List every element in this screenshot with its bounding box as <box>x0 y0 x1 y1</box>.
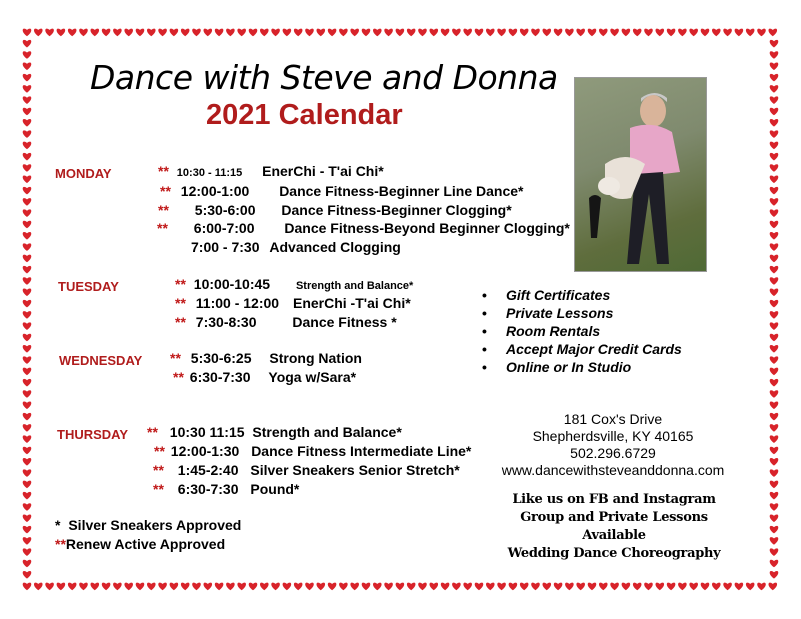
heart-icon <box>124 29 133 37</box>
heart-icon <box>23 334 32 342</box>
heart-icon <box>396 583 405 591</box>
heart-icon <box>23 583 32 591</box>
heart-icon <box>770 187 779 195</box>
heart-icon <box>723 29 732 37</box>
heart-icon <box>770 379 779 387</box>
website-link[interactable]: www.dancewithsteveanddonna.com <box>501 462 725 478</box>
heart-icon <box>339 583 348 591</box>
heart-icon <box>57 29 66 37</box>
heart-icon <box>770 40 779 48</box>
heart-icon <box>283 583 292 591</box>
heart-icon <box>317 583 326 591</box>
heart-icon <box>68 29 77 37</box>
schedule-line: ** 10:30 11:15 Strength and Balance* <box>147 424 402 440</box>
schedule-line: ** 7:30-8:30 Dance Fitness * <box>175 314 397 330</box>
promo-line: Group and Private Lessons <box>520 510 708 525</box>
heart-icon <box>770 311 779 319</box>
heart-icon <box>23 130 32 138</box>
heart-icon <box>757 583 766 591</box>
heart-icon <box>689 583 698 591</box>
heart-icon <box>204 29 213 37</box>
heart-icon <box>91 29 100 37</box>
heart-icon <box>328 29 337 37</box>
heart-icon <box>543 583 552 591</box>
heart-icon <box>678 583 687 591</box>
heart-icon <box>305 29 314 37</box>
heart-icon <box>770 108 779 116</box>
promo-block <box>480 491 748 563</box>
heart-icon <box>350 583 359 591</box>
heart-icon <box>599 583 608 591</box>
heart-icon <box>23 243 32 251</box>
heart-icon <box>633 583 642 591</box>
heart-icon <box>770 209 779 217</box>
heart-icon <box>770 63 779 71</box>
heart-icon <box>23 153 32 161</box>
heart-icon <box>294 583 303 591</box>
heart-icon <box>644 583 653 591</box>
heart-icon <box>565 583 574 591</box>
heart-icon <box>23 345 32 353</box>
heart-icon <box>770 232 779 240</box>
heart-icon <box>770 277 779 285</box>
footnote-silver-sneakers: * Silver Sneakers Approved <box>55 517 242 533</box>
heart-icon <box>23 571 32 579</box>
heart-icon <box>543 29 552 37</box>
heart-icon <box>34 583 43 591</box>
heart-icon <box>23 277 32 285</box>
heart-icon <box>170 29 179 37</box>
footnote-renew-active: **Renew Active Approved <box>55 536 226 552</box>
heart-icon <box>770 74 779 82</box>
heart-icon <box>475 583 484 591</box>
schedule-line: ** 6:00-7:00 Dance Fitness-Beyond Beginner Clogging* <box>157 220 570 236</box>
heart-icon <box>656 29 665 37</box>
heart-icon <box>746 583 755 591</box>
heart-icon <box>23 300 32 308</box>
heart-icon <box>396 29 405 37</box>
heart-icon <box>34 29 43 37</box>
heart-icon <box>91 583 100 591</box>
heart-icon <box>441 583 450 591</box>
heart-icon <box>475 29 484 37</box>
promo-line: Wedding Dance Choreography <box>507 546 721 561</box>
heart-icon <box>565 29 574 37</box>
bullet-icon: • <box>482 341 487 357</box>
heart-icon <box>237 583 246 591</box>
heart-icon <box>147 29 156 37</box>
heart-icon <box>215 583 224 591</box>
heart-icon <box>23 435 32 443</box>
bullet-icon: • <box>482 305 487 321</box>
heart-icon <box>23 289 32 297</box>
heart-icon <box>770 368 779 376</box>
heart-icon <box>588 29 597 37</box>
heart-icon <box>770 334 779 342</box>
heart-icon <box>554 583 563 591</box>
heart-icon <box>463 583 472 591</box>
heart-icon <box>667 583 676 591</box>
heart-icon <box>757 29 766 37</box>
heart-icon <box>23 322 32 330</box>
heart-icon <box>23 119 32 127</box>
heart-icon <box>770 458 779 466</box>
list-item: • Gift Certificates <box>482 287 611 303</box>
heart-icon <box>486 29 495 37</box>
heart-icon <box>531 583 540 591</box>
services-list <box>482 287 682 377</box>
heart-icon <box>509 583 518 591</box>
schedule-line: ** 12:00-1:00 Dance Fitness-Beginner Line Dance* <box>160 183 524 199</box>
heart-icon <box>23 108 32 116</box>
heart-icon <box>113 583 122 591</box>
heart-icon <box>23 29 32 37</box>
heart-icon <box>192 29 201 37</box>
heart-icon <box>23 537 32 545</box>
dancing-couple-photo <box>574 77 707 272</box>
heart-icon <box>701 583 710 591</box>
heart-icon <box>441 29 450 37</box>
heart-icon <box>136 583 145 591</box>
heart-icon <box>497 583 506 591</box>
heart-icon <box>746 29 755 37</box>
heart-icon <box>678 29 687 37</box>
heart-icon <box>770 51 779 59</box>
heart-icon <box>452 29 461 37</box>
heart-icon <box>23 413 32 421</box>
heart-icon <box>712 29 721 37</box>
schedule-line: ** 6:30-7:30 Yoga w/Sara* <box>173 369 357 385</box>
heart-icon <box>735 583 744 591</box>
heart-icon <box>770 85 779 93</box>
address-line-1: 181 Cox's Drive <box>563 411 663 427</box>
heart-icon <box>770 435 779 443</box>
heart-icon <box>712 583 721 591</box>
heart-icon <box>23 526 32 534</box>
heart-icon <box>770 503 779 511</box>
heart-icon <box>23 232 32 240</box>
heart-icon <box>23 379 32 387</box>
heart-icon <box>79 29 88 37</box>
heart-icon <box>610 29 619 37</box>
heart-icon <box>23 368 32 376</box>
heart-icon <box>23 198 32 206</box>
day-label-tuesday: TUESDAY <box>58 279 119 294</box>
heart-icon <box>373 29 382 37</box>
heart-icon <box>23 492 32 500</box>
heart-icon <box>181 29 190 37</box>
heart-icon <box>384 29 393 37</box>
heart-icon <box>192 583 201 591</box>
heart-icon <box>23 515 32 523</box>
heart-icon <box>770 345 779 353</box>
heart-icon <box>770 548 779 556</box>
bullet-icon: • <box>482 323 487 339</box>
heart-icon <box>23 266 32 274</box>
heart-icon <box>226 583 235 591</box>
heart-icon <box>147 583 156 591</box>
heart-icon <box>362 583 371 591</box>
heart-icon <box>770 537 779 545</box>
heart-icon <box>339 29 348 37</box>
heart-icon <box>770 176 779 184</box>
heart-icon <box>701 29 710 37</box>
heart-icon <box>350 29 359 37</box>
heart-icon <box>418 583 427 591</box>
heart-icon <box>770 243 779 251</box>
heart-icon <box>407 29 416 37</box>
heart-icon <box>23 560 32 568</box>
heart-icon <box>23 164 32 172</box>
heart-icon <box>770 221 779 229</box>
heart-icon <box>770 300 779 308</box>
schedule-line: ** 6:30-7:30 Pound* <box>153 481 300 497</box>
schedule-line: ** 11:00 - 12:00 EnerChi -T'ai Chi* <box>175 295 411 311</box>
heart-icon <box>770 266 779 274</box>
heart-icon <box>23 255 32 263</box>
heart-icon <box>770 96 779 104</box>
heart-icon <box>770 469 779 477</box>
heart-icon <box>770 198 779 206</box>
list-item: • Private Lessons <box>482 305 614 321</box>
heart-icon <box>770 515 779 523</box>
heart-icon <box>373 583 382 591</box>
heart-icon <box>770 153 779 161</box>
heart-icon <box>576 29 585 37</box>
heart-icon <box>271 29 280 37</box>
heart-icon <box>599 29 608 37</box>
heart-icon <box>23 209 32 217</box>
heart-icon <box>770 402 779 410</box>
day-label-wednesday: WEDNESDAY <box>59 353 143 368</box>
heart-icon <box>23 481 32 489</box>
heart-icon <box>644 29 653 37</box>
heart-icon <box>407 583 416 591</box>
phone-number: 502.296.6729 <box>570 445 656 461</box>
heart-icon <box>226 29 235 37</box>
heart-icon <box>770 356 779 364</box>
address-line-2: Shepherdsville, KY 40165 <box>532 428 694 444</box>
heart-icon <box>158 583 167 591</box>
heart-icon <box>23 96 32 104</box>
heart-icon <box>181 583 190 591</box>
heart-icon <box>588 583 597 591</box>
heart-icon <box>113 29 122 37</box>
bullet-icon: • <box>482 359 487 375</box>
heart-icon <box>633 29 642 37</box>
heart-icon <box>770 492 779 500</box>
heart-icon <box>79 583 88 591</box>
heart-icon <box>430 583 439 591</box>
schedule-line: 7:00 - 7:30 Advanced Clogging <box>191 239 401 255</box>
heart-icon <box>610 583 619 591</box>
heart-icon <box>667 29 676 37</box>
heart-icon <box>554 29 563 37</box>
heart-icon <box>260 29 269 37</box>
heart-icon <box>418 29 427 37</box>
heart-icon <box>23 447 32 455</box>
heart-icon <box>23 187 32 195</box>
heart-icon <box>770 390 779 398</box>
heart-icon <box>23 142 32 150</box>
heart-icon <box>23 176 32 184</box>
heart-icon <box>384 583 393 591</box>
heart-icon <box>430 29 439 37</box>
heart-icon <box>463 29 472 37</box>
heart-icon <box>260 583 269 591</box>
heart-icon <box>770 571 779 579</box>
schedule-line: ** 5:30-6:25 Strong Nation <box>170 350 362 366</box>
heart-icon <box>23 548 32 556</box>
heart-icon <box>452 583 461 591</box>
heart-icon <box>723 583 732 591</box>
heart-icon <box>656 583 665 591</box>
heart-icon <box>770 322 779 330</box>
heart-icon <box>520 583 529 591</box>
heart-icon <box>770 289 779 297</box>
heart-icon <box>23 311 32 319</box>
bullet-icon: • <box>482 287 487 303</box>
heart-icon <box>23 51 32 59</box>
heart-icon <box>622 583 631 591</box>
heart-icon <box>23 74 32 82</box>
heart-icon <box>770 447 779 455</box>
heart-icon <box>23 469 32 477</box>
heart-icon <box>136 29 145 37</box>
heart-icon <box>576 583 585 591</box>
heart-icon <box>45 583 54 591</box>
heart-icon <box>124 583 133 591</box>
heart-icon <box>23 63 32 71</box>
contact-block <box>488 411 738 479</box>
heart-icon <box>770 255 779 263</box>
heart-icon <box>294 29 303 37</box>
list-item: • Accept Major Credit Cards <box>482 341 682 357</box>
heart-icon <box>486 583 495 591</box>
heart-icon <box>770 424 779 432</box>
heart-icon <box>689 29 698 37</box>
promo-line: Available <box>582 528 646 543</box>
heart-icon <box>497 29 506 37</box>
heart-icon <box>328 583 337 591</box>
heart-icon <box>271 583 280 591</box>
heart-icon <box>102 583 111 591</box>
heart-icon <box>769 583 778 591</box>
heart-icon <box>770 130 779 138</box>
heart-icon <box>770 413 779 421</box>
heart-icon <box>68 583 77 591</box>
heart-icon <box>770 119 779 127</box>
schedule-line: ** 10:30 - 11:15 EnerChi - T'ai Chi* <box>158 163 384 179</box>
list-item: • Online or In Studio <box>482 359 632 375</box>
heart-icon <box>283 29 292 37</box>
heart-icon <box>57 583 66 591</box>
heart-icon <box>249 29 258 37</box>
list-item: • Room Rentals <box>482 323 601 339</box>
heart-icon <box>23 402 32 410</box>
schedule-line: ** 5:30-6:00 Dance Fitness-Beginner Clogging* <box>158 202 512 218</box>
heart-icon <box>102 29 111 37</box>
heart-icon <box>509 29 518 37</box>
heart-icon <box>170 583 179 591</box>
page-title: Dance with Steve and Donna <box>90 58 558 97</box>
heart-icon <box>23 40 32 48</box>
promo-line: Like us on FB and Instagram <box>512 492 716 507</box>
heart-icon <box>23 85 32 93</box>
schedule-line: ** 1:45-2:40 Silver Sneakers Senior Stretch* <box>153 462 460 478</box>
heart-icon <box>362 29 371 37</box>
heart-icon <box>23 390 32 398</box>
schedule-line: ** 12:00-1:30 Dance Fitness Intermediate Line* <box>154 443 472 459</box>
heart-icon <box>158 29 167 37</box>
heart-icon <box>520 29 529 37</box>
heart-icon <box>531 29 540 37</box>
calendar-year-heading: 2021 Calendar <box>206 99 403 131</box>
heart-icon <box>23 221 32 229</box>
heart-icon <box>317 29 326 37</box>
heart-icon <box>45 29 54 37</box>
heart-icon <box>770 560 779 568</box>
heart-icon <box>237 29 246 37</box>
heart-icon <box>770 164 779 172</box>
heart-icon <box>23 458 32 466</box>
heart-icon <box>770 481 779 489</box>
day-label-monday: MONDAY <box>55 166 112 181</box>
heart-icon <box>249 583 258 591</box>
heart-icon <box>23 503 32 511</box>
day-label-thursday: THURSDAY <box>57 427 129 442</box>
heart-icon <box>23 424 32 432</box>
heart-icon <box>204 583 213 591</box>
heart-icon <box>770 142 779 150</box>
heart-icon <box>770 526 779 534</box>
schedule-line: ** 10:00-10:45 Strength and Balance* <box>175 276 414 292</box>
heart-icon <box>735 29 744 37</box>
heart-icon <box>305 583 314 591</box>
heart-icon <box>769 29 778 37</box>
heart-icon <box>622 29 631 37</box>
heart-icon <box>215 29 224 37</box>
heart-icon <box>23 356 32 364</box>
